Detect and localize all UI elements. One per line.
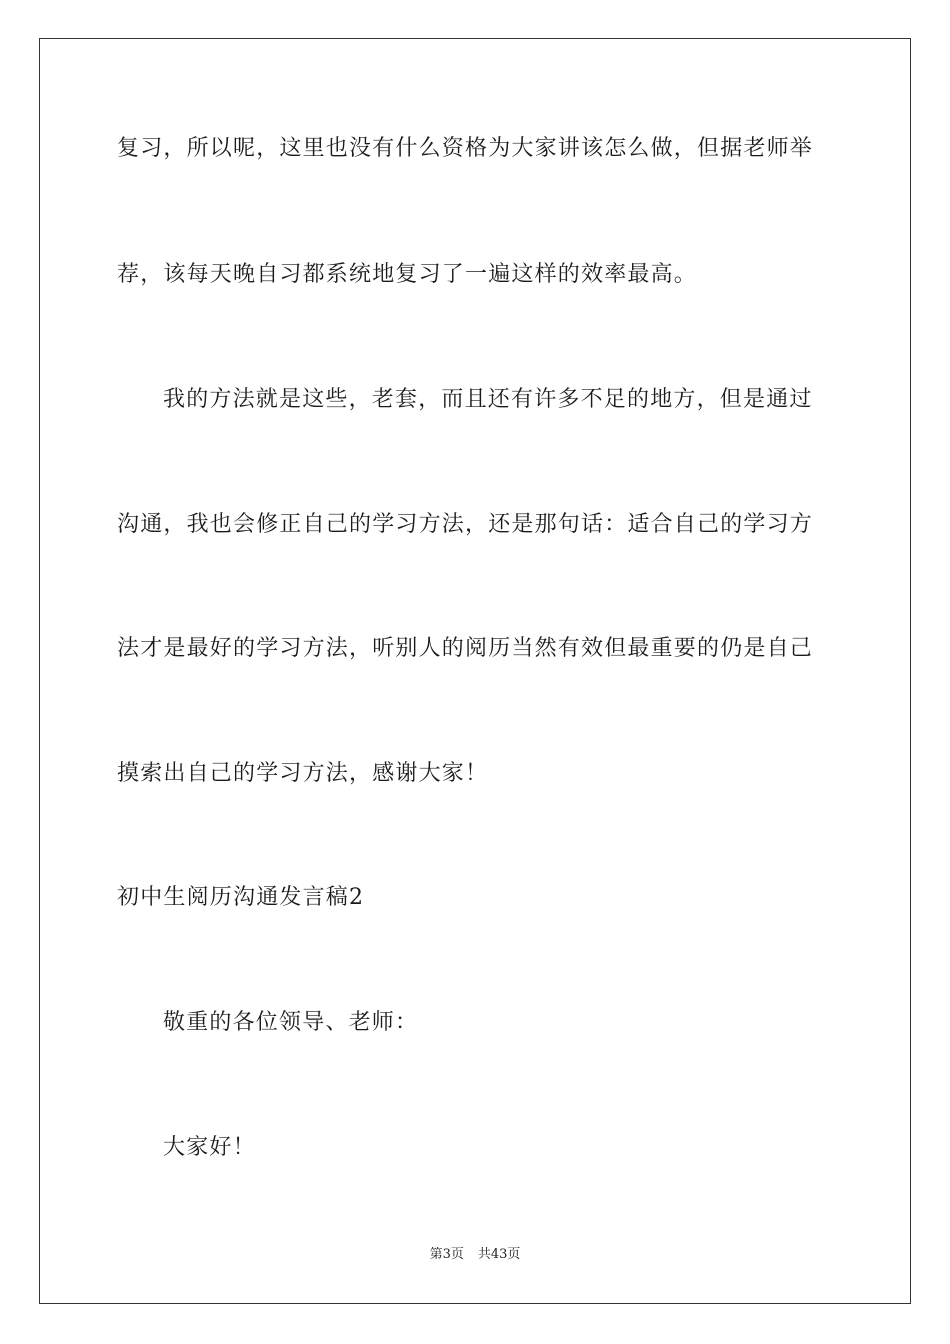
body-text-line: 摸索出自己的学习方法，感谢大家！ [117,761,489,786]
body-text-line: 荐，该每天晚自习都系统地复习了一遍这样的效率最高。 [117,262,698,287]
page-number: 第3页 [429,1247,464,1262]
page-border [39,38,911,1304]
section-heading: 初中生阅历沟通发言稿2 [117,885,365,910]
body-text-line: 沟通，我也会修正自己的学习方法，还是那句话：适合自己的学习方 [117,512,814,537]
salutation-line: 敬重的各位领导、老师： [163,1010,419,1035]
body-text-line: 复习，所以呢，这里也没有什么资格为大家讲该怎么做，但据老师举 [117,136,814,161]
paragraph-start-line: 我的方法就是这些，老套，而且还有许多不足的地方，但是通过 [163,387,813,412]
greeting-line: 大家好！ [163,1135,256,1160]
page-footer [0,1246,950,1264]
body-text-line: 法才是最好的学习方法，听别人的阅历当然有效但最重要的仍是自己 [117,636,814,661]
page-total: 共43页 [477,1247,521,1262]
